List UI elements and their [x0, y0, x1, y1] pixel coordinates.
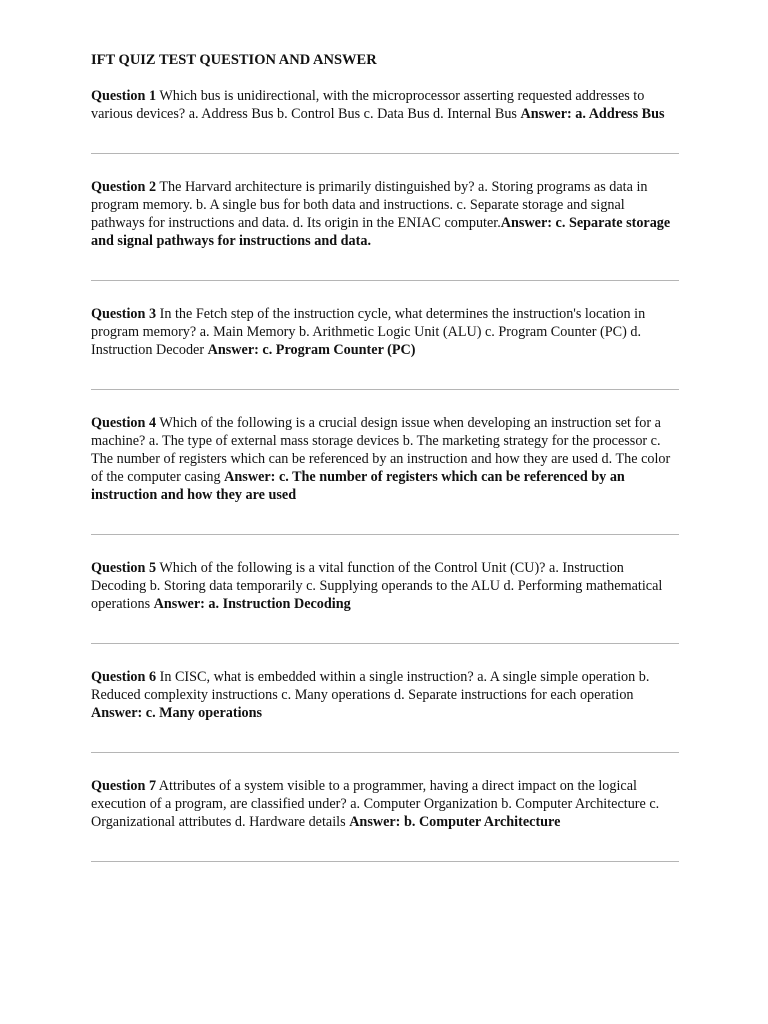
answer-text: Answer: c. Many operations [91, 705, 263, 721]
question-6 [91, 668, 679, 722]
question-text: The Harvard architecture is primarily distinguished by? a. Storing programs as data in program memory. b. A single bus for both data and instructions. c. Separate storage and signal pathways for instructions and data. d. Its origin in the ENIAC computer. [91, 179, 648, 231]
question-2 [91, 178, 679, 250]
answer-text: Answer: a. Address Bus [520, 106, 665, 122]
question-text: Which bus is unidirectional, with the microprocessor asserting requested addresses to various devices? a. Address Bus b. Control Bus c. Data Bus d. Internal Bus [91, 88, 645, 122]
answer-text: Answer: c. The number of registers which can be referenced by an instruction and how they are used [91, 469, 625, 503]
question-5 [91, 559, 679, 613]
question-text: Which of the following is a vital function of the Control Unit (CU)? a. Instruction Decoding b. Storing data temporarily c. Supplying operands to the ALU d. Performing mathematical operations [91, 560, 663, 612]
question-label: Question 1 [91, 88, 157, 104]
question-text: Which of the following is a crucial design issue when developing an instruction set for a machine? a. The type of external mass storage devices b. The marketing strategy for the processor c. The number of registers which can be referenced by an instruction and how they are used d. The color of the computer casing [91, 415, 671, 485]
question-label: Question 6 [91, 669, 157, 685]
question-text: Attributes of a system visible to a programmer, having a direct impact on the logical execution of a program, are classified under? a. Computer Organization b. Computer Architecture c. Organizational attributes d. Hardware details [91, 778, 660, 830]
question-4 [91, 414, 679, 504]
question-label: Question 3 [91, 306, 157, 322]
question-label: Question 7 [91, 778, 157, 794]
question-1 [91, 87, 679, 123]
answer-text: Answer: b. Computer Architecture [349, 814, 561, 830]
question-label: Question 5 [91, 560, 157, 576]
document-page [91, 51, 679, 862]
answer-text: Answer: c. Separate storage and signal pathways for instructions and data. [91, 215, 671, 249]
question-text: In CISC, what is embedded within a single instruction? a. A single simple operation b. Reduced complexity instructions c. Many operations d. Separate instructions for each operation [91, 669, 650, 703]
question-7 [91, 777, 679, 831]
answer-text: Answer: c. Program Counter (PC) [207, 342, 416, 358]
divider [91, 861, 679, 862]
question-label: Question 4 [91, 415, 157, 431]
question-3 [91, 305, 679, 359]
page-title: IFT QUIZ TEST QUESTION AND ANSWER [91, 52, 377, 68]
answer-text: Answer: a. Instruction Decoding [153, 596, 351, 612]
question-label: Question 2 [91, 179, 157, 195]
question-text: In the Fetch step of the instruction cycle, what determines the instruction's location in program memory? a. Main Memory b. Arithmetic Logic Unit (ALU) c. Program Counter (PC) d. Instruction Decoder [91, 306, 646, 358]
